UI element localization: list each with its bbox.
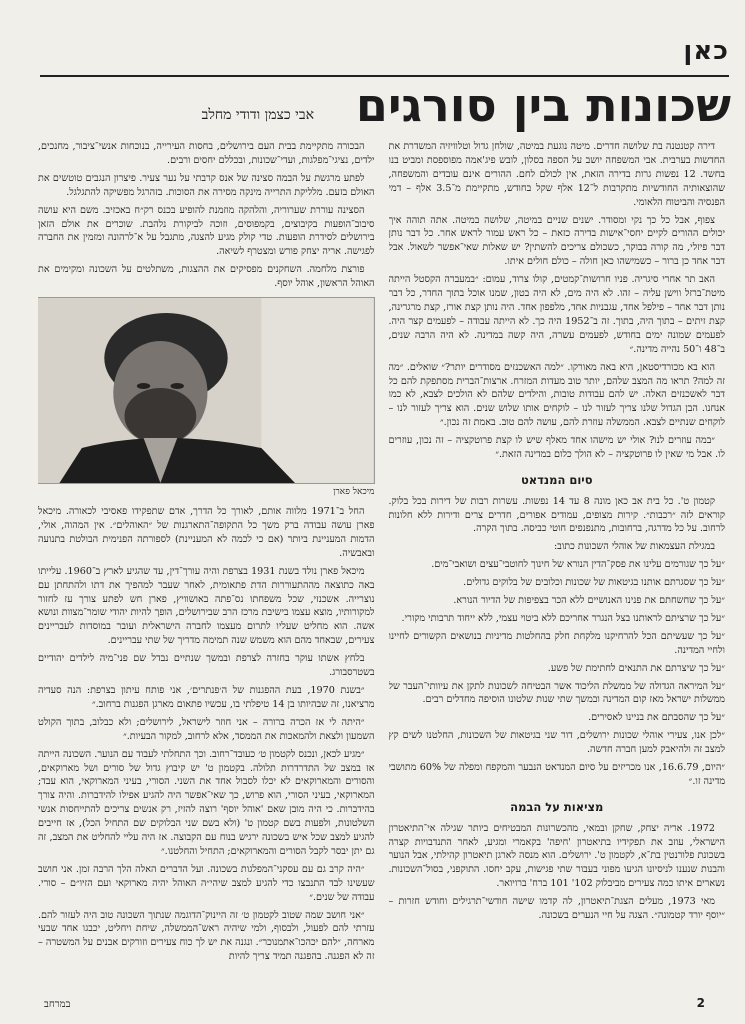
paragraph: ״אני חושב שמה שטוב לקטמון ט׳ זה היינוק־הדוגמה שנתוך השכונה טוב היה לעזור להם. עזרתי להם לפעול, ולבסוף, ולמי שיהיה ראש־הממשלה, שיחת ויחליט, יכבגו אחד שבעי מארחה, ״להם יכהכו־אתמנוכר״. ונגנה את יש לך כוח צעירים וזורקים אבנים על המשטרה – זה לא הפגנה. בהפגנה תמיד צריך להיות (38, 909, 375, 963)
header-rule (40, 75, 729, 77)
column-left (38, 140, 375, 984)
paragraph: ״היתה לי אז הכרה ברורה – אני חוזר לישראל, לירושלים; ולא כבלוב, בתוך הקולט השמעון ולצאת ולהמאכות את הממסד, אלא לרחוב, למקור הבעיות.״ (38, 716, 375, 742)
paragraph: מאי 1973, מעלים הצגת־תיאטרון, לה קדמו שישה חודשי־תרגילים וחודש חזרות – ״יוסף יורד קטמונה״. הצגה על חיי הנערים בשכונה. (388, 896, 725, 922)
page-number: 2 (696, 996, 705, 1010)
declaration-line: ״על כך שהסבתם את בניינו לאסירים. (588, 712, 725, 724)
declaration-line: ״על כך שחשחתם את פנינו האנושיים ללא הכר בצפיפות של הדיור הנורא. (453, 595, 725, 607)
paragraph: ״בשנת 1970, בעת ההפגנות של ה׳פנתרים׳, אני פותח עיתון בצרפת: הנה סעדיה מרציאנו, זה שבהיותו בן 14 טיפלתי בו, עכשיו פתאום מארגן הפגנות ברחוב.״ (38, 684, 375, 710)
declaration-line: ״על כך שגורמים עלינו את פסק־הדין הנורא של חינוך לחוטבי־עצים ושואבי־מים. (431, 559, 725, 571)
footer-section-name: במרחב (44, 999, 71, 1010)
subheading-reality-on-stage: מציאות על הבמה (510, 799, 604, 814)
paragraph: לפתע מרגשת על הבמה סצינה של אנס קרבתי על נער צעיר. פיצרון הנגבים טוטשים את האולם בזעם. מלליקת התרייה מינקה מסירה את הסוכות. בזהרגל מפשיקה להתגלגל. (38, 172, 375, 198)
portrait-image (38, 298, 374, 483)
subheading-mandate-end: סיום המנדאט (520, 472, 593, 487)
paragraph: האב תר אחרי סיגריה. פניו חרושות־קמטים, קולו צרוד, עמום: ״במעברה הקסטל הייתה מיטת־ברזל ווישן עליה – זהו. לא היה מים, לא היה בטון, שמנו אוכל בתוך החדר, כל דבר נותן דבר אחד – פילפל אחד, עגבניות אחד, מלפפון אחד. היה נותן קצת אורז, קצת מרגרינה, קצת זיתים – בתוך היה, בתוך. זה ב־1952 היה כך. לא הייתה עבודה – לפעמים קצר היה. לפעמים שמונה ימים בחודש, לפעמים עשרה, היה קשה במדינה. לא היה הרבה שנים, ב־48 ו־50 נהייה מדינה.״ (388, 274, 725, 355)
paragraph: פורצת מלחמה. השחקנים מפסיקים את ההצגות, משתלטים על השכונה ומקימים את האוהל הראשון, אוהל יוסף. (38, 264, 375, 290)
paragraph: במגילת העצמאות של אוהלי השכונות כתוב: (553, 541, 715, 553)
photo-caption: מיכאל פארן (333, 487, 375, 498)
paragraph: החל ב־1971 מלווה אותם, לאורך כל הדרך, אדם שתפקידו פאסיבי לכאורה. מיכאל פארן עושה עבודה ברק משך כל התקופה־התארגנות של ״האוהלים״. אין המהוה, אולי, הדמות המעניינת ביותר (אם כי לכמה לא המעניינת) לספורתה הפנימית הבולטת בתנועה ובאבשיה. (38, 506, 375, 559)
paragraph: ״היה קרב גם עם עסקני־המפלגות בשכונה. ועל הדברים האלה הלך הרבה זמן. אני חושב שעשינו לבד התנבצו כדי להגיע למצב שיהי״ה האוהל יהיה מארוקאי ועם הזיו״ם – סורי. עבודה של שנים.״ (38, 863, 375, 903)
declaration-line: ״לכן אנו, צעירי אוהלי שכונות ירושלים, דור שני בגיטאות של השכונות, החלטנו לשים קץ למצב זה ולהיאבק למען חברה חדשה. (388, 730, 725, 756)
article-byline: אבי כצמן ודודי מחלב (201, 107, 314, 123)
article-headline: שכונות בין סורגים (355, 78, 731, 132)
paragraph: צפוף, אבל כל כך נקי ומסודר. ישנים שניים במיטה, שלושה במיטה. אתה תוהה איך יכולים ההורים לקיים יחסי־אישות בדירה כזאת – כל ראש עמור לראש אחר. כל דבר נותן דבר פיזלי, מה קורה בבוקר, כשכולם צריכים להשתין? יש שאלות שאי־אפשר לשאול. אבל דבר אחד כן ברור – כשמישהו כאן חולה – כולם חולים איתו. (388, 214, 725, 268)
column-right (389, 140, 726, 984)
paragraph: 1972. אריה יצחק, שחקן ובמאי, מהכשרונות המבטיחים ביותר שגילה אי־התיאטרון הישראלי, עוזב את תפקידיו בתיאטרון 'חיפה' בקאמרי ומגיע, לאחר התנדבויות קצרה בשכונת פלורנטין בת־א, לקטמון ט'. ירושלים. הוא מנסה לארגן תיאטרון קהילתי, אבל הנוער והבנות שנענו לניסיונו הגיעו מפוני בעבור שתי פגישות, עקב יחסו. התוקפני, בסול־השכונות. נשארים איתו כמה צעירים מביבלוק 102' 101 ברח' ברויואר. (388, 822, 725, 890)
declaration-line: ״על המיראה הגדולה של ממשלת הליכוד אשר הבטיחה לשכונות לתקן את עיוותי־העבר של ממשלות ישראל מאז קום המדינה ובמשך שתי שנות שלטונו הוסיפה מחדלים רבים. (388, 680, 725, 706)
paragraph: הוא בא מכורדיסטאן, היא באה מאורקו. ״למה האשכנזים מסודרים יותר?״ שואלים. ״מה זה למה? תראו מה המצב שלהם, יותר טוב מעדות המזרח. ארצות־הברית מסתפקת להם כל דבר לאשכנזים האלה. יש להם עבודות טובות, והילדים שלהם לא הולכים לצבא, לא כמו אנחנו. הבן הגדול שלנו צריך לעזור לנו – לוקחים אותו שלוש שנים. הוא צריך לעזור לנו – לוקחים שנתיים לצבא. הממשלה עוזרת להם, עושה להם טוב. באמת זה נכון.״ (388, 361, 725, 429)
paragraph: הסצינה עוררת שערוריה, והלהקה מוזמנת להופיע בכנס רק״ח באכזיב. משם היא עושה סיבוב־הופעות בקיבוצים, בקמפוסים, וזוכה לביקורת נלהבת. שוכרים את אולם הזאן בירושלים לסידרת הופעות. טדי קולק מגיע להצגה, מתגבל על א־לרהונה ומזמין את החברה לפגישה. אריה יצחק פורש ומצטרף לשיאה. (38, 204, 375, 258)
portrait-photo (38, 297, 375, 484)
declaration-line: ״על כך שסגרתם אותנו בגיטאות של שכונות וכלובים של בלוקים גדולים. (463, 577, 725, 589)
paragraph: קטמון ט'. כל בית אב כאן מונה 8 עד 14 נפשות. עשרות רבות של דירות בכל בלוק. קוראים לזה ״רכבות״. קירות מצופים, עמודים אפורים, חדרים צרים ודירות ללא חלונות לרחוב. על כל מדרגה, ברחובות, מתנפנפים חוטי כביסה. בתוך הקרה. (388, 495, 725, 535)
paragraph: הבכורה מתקיימת בבית העם בירושלים, בחסות העירייה, בנוכחות אנשי־ציבור, מחנכים, ילדים, נציגי־מפלגות, ועדי־שכונות, ובכללם יחסים ורבים. (38, 141, 375, 166)
declaration-line: ״על כך שרציתם לראותנו בצל הנגרר אחריכם ללא ביטוי עצמי, ללא ייחוד תרבותי מקורי. (401, 612, 725, 624)
declaration-line: ״היום, 16.6.79, אנו מכריזים על סיום המנדאט הנבער והמקפח ומפלה של 60% מתושבי מדינה זו.״ (388, 762, 725, 788)
paragraph: ״מגיע לכאן, ונכנס לקטמון ט׳ כעובד־רחוב. וכך התחלתי לעבוד עם הנוער. השכונה הייתה אז במצב של התדרדרות תלולה. בקטמון ט' יש קיבוץ גדול של סורים ושל מארוקאים, והסורים והמארוקאים לא יכלו לסבול אחד את השני. הסורי, בעיני המארוקאי, הוא עבד; המארוקאי, בעיני הסורי, הוא פרוש, כך שאי־אפשר היה להגיע אפילו להידברות. והיה צורך בהידברות. כי היה מובן שאם 'אוהל יוסף' רוצה להזיז, רק אנשים צריכים להתייחסות אנשי השלטונות, ולפעות בשם קטמון ט' (ולא בשם שני הבלוקים שם התחיל הכל), אז חייבים להגיע למצב שכל איש בשכונה ירגיש בנוח עם הקבוצה. אז היה עליי להחליט את המצב, זה גם יתן יבסר לקבל הסורים והמארוקאים; התחיל והחלטנו.״ (38, 748, 375, 857)
paragraph: ״במה עוזרים לנו? אולי יש מישהו אחד מאלף שיש לו קצת פרוטקציה – זה נכון, עוזרים לו. אבל מי שאין לו פרוטקציה – לא הולך כלום במדינה הזאת.״ (388, 435, 725, 461)
section-tag: כאן (683, 36, 729, 66)
declaration-line: ״על כך שעשיתם הכל להרחיקנו מלקחת חלק בהחלטות מדיניות בנושאים הקשורים לחיינו ולחיי המדינה. (388, 630, 725, 656)
article-columns (38, 140, 725, 984)
declaration-line: ״על כך שיצרתם את התנאים לחתימת של פשע. (547, 662, 725, 674)
paragraph: מיכאל פארן נולד בשנת 1931 בצרפת והיה עורך־דין, עד שהגיע לארץ ב־1960. עלייתו באה כתוצאה מההתעוררות הדת פתאומית, לאחר שעבר למהפיך את דתו ולהתחתן עם נוצרייה. אשכנזי, שכל משפחתו נס־פתה באושוויץ, פארן חש לפתע צורך עז לחזור למקורותיו, מוצא עצמו בישיבת מרכז הרב שבירושלים, הופך להיות יהודי שומר־מצוות ונושא אשה. הוא מחליט שעליו לתרום מעצמו לחברה הישראלית ועובר במוסדות לעבריינים צעירים, שבאחד מהם הוא משמש שנה תמימה מדריך של שתי עבריינים. (38, 565, 375, 647)
paragraph: דירה קטנטנה בת שלושה חדרים. מיטה נוגעת במיטה, שולחן גדול וטלוויזיה המשדרת את החדשות בערבית. אבי המשפחה יושב על הספה בסלון, לובש פיג'אמה מפוספסת ומביט בנו בחשד. 12 נפשות גרות בדירה הזאת, אין לכולם לחם. ההורים אינם עובדים והמשפחה, שהוצאותיה החודשיות מתקרבות ל־12 אלף שקל בחודש, מתקיימת מ־3.5 אלף – דמי הפנסיה והביטוח הלאומי. (388, 141, 725, 208)
paragraph: בלחץ אשתו עוקר בחזרה לצרפת ובמשך שנתיים נבדל שם פני־מיה לילדים יהודיים בשטרסבורג. (38, 653, 375, 679)
